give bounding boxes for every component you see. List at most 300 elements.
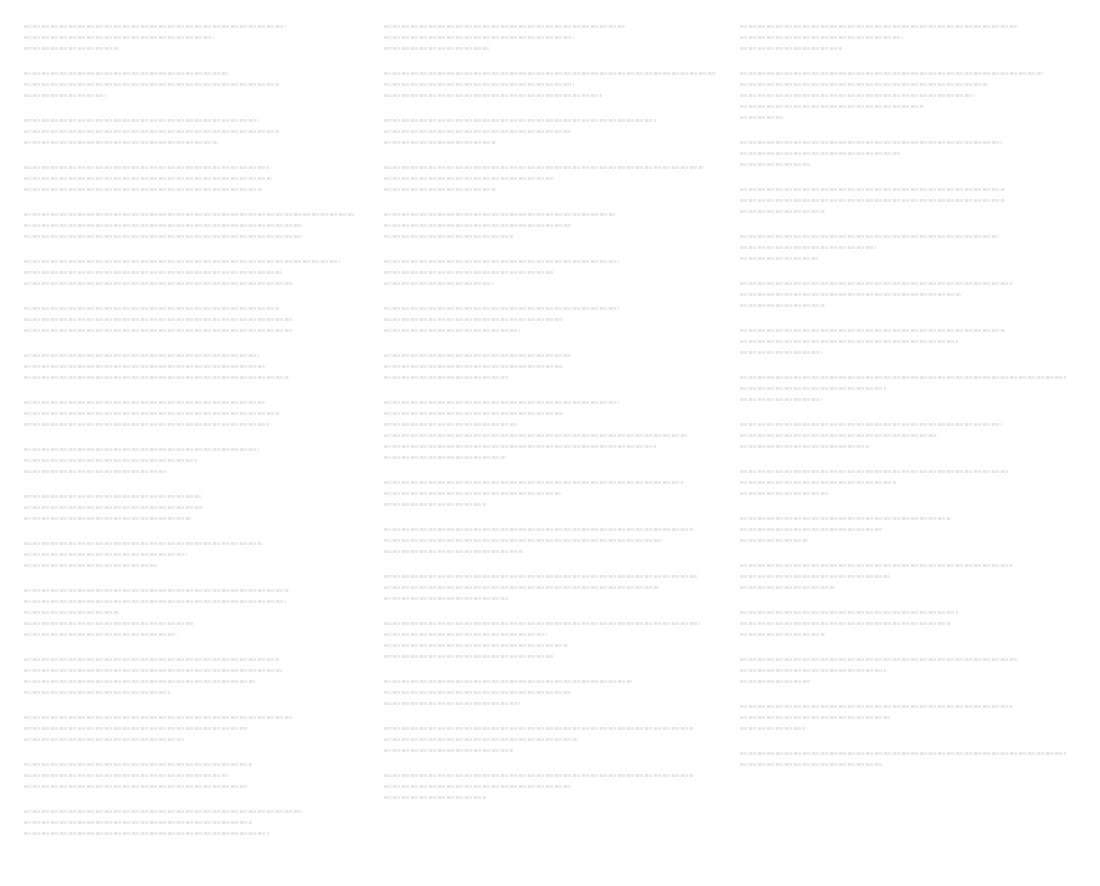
entry-spacer [740,542,1080,556]
text-line [384,730,724,741]
entry-spacer [384,658,724,672]
entry-spacer [24,835,364,849]
text-line [740,697,1080,708]
text-line [384,180,724,191]
illegible-text [384,188,496,191]
text-line [384,158,724,169]
text-line [740,180,1080,191]
reference-entry [384,719,724,752]
text-line [740,86,1080,97]
text-line [24,75,364,86]
entry-spacer [740,119,1080,133]
text-line [24,158,364,169]
reference-column-middle [384,17,724,813]
text-line [384,636,724,647]
text-line [740,144,1080,155]
illegible-text [740,727,805,730]
text-line [740,650,1080,661]
entry-spacer [384,191,724,205]
text-line [24,39,364,50]
text-line [24,274,364,285]
entry-spacer [384,379,724,393]
reference-entry [740,744,1080,766]
text-line [384,426,724,437]
text-line [740,603,1080,614]
text-line [24,216,364,227]
text-line [24,462,364,473]
text-line [384,28,724,39]
text-line [740,484,1080,495]
text-line [24,802,364,813]
entry-spacer [384,799,724,813]
reference-entry [740,509,1080,542]
text-line [24,614,364,625]
text-line [24,556,364,567]
entry-spacer [24,332,364,346]
entry-spacer [384,459,724,473]
text-line [384,766,724,777]
reference-entry [384,672,724,705]
reference-entry [384,158,724,191]
reference-entry [24,393,364,426]
text-line [24,263,364,274]
text-line [384,788,724,799]
entry-spacer [24,788,364,802]
text-line [24,133,364,144]
entry-spacer [24,144,364,158]
text-line [24,404,364,415]
entry-spacer [24,520,364,534]
text-line [740,509,1080,520]
reference-entry [384,205,724,238]
text-line [740,108,1080,119]
reference-entry [24,440,364,473]
illegible-text [740,492,828,495]
reference-entry [740,415,1080,448]
text-line [384,647,724,658]
text-line [24,813,364,824]
entry-spacer [24,636,364,650]
entry-spacer [740,50,1080,64]
text-line [384,589,724,600]
entry-spacer [740,307,1080,321]
reference-entry [384,614,724,658]
text-line [384,614,724,625]
text-line [24,440,364,451]
entry-spacer [384,553,724,567]
reference-entry [740,368,1080,401]
entry-spacer [740,166,1080,180]
illegible-text [24,47,119,50]
text-line [740,238,1080,249]
text-line [740,227,1080,238]
entry-spacer [24,50,364,64]
reference-entry [24,581,364,636]
reference-entry [384,346,724,379]
text-line [740,379,1080,390]
entry-spacer [384,238,724,252]
reference-entry [384,17,724,50]
illegible-text [740,257,818,260]
text-line [740,296,1080,307]
entry-spacer [24,97,364,111]
text-line [24,625,364,636]
reference-entry [384,111,724,144]
text-line [384,448,724,459]
illegible-text [740,116,784,119]
illegible-text [24,785,248,788]
text-line [740,719,1080,730]
illegible-text [384,702,520,705]
text-line [384,683,724,694]
text-line [740,28,1080,39]
text-line [24,205,364,216]
reference-entry [384,299,724,332]
text-line [740,202,1080,213]
illegible-text [740,304,825,307]
text-line [24,252,364,263]
reference-entry [384,393,724,459]
reference-entry [24,252,364,285]
text-line [740,462,1080,473]
text-line [24,603,364,614]
reference-entry [740,227,1080,260]
illegible-text [740,445,869,448]
illegible-text [24,282,293,285]
reference-entry [740,556,1080,589]
illegible-text [384,235,513,238]
entry-spacer [384,50,724,64]
reference-entry [740,462,1080,495]
illegible-text [740,680,811,683]
text-line [740,249,1080,260]
illegible-text [384,376,510,379]
text-line [740,625,1080,636]
reference-entry [384,64,724,97]
text-line [740,567,1080,578]
text-line [740,17,1080,28]
entry-spacer [24,567,364,581]
illegible-text [24,564,157,567]
text-line [740,531,1080,542]
reference-entry [24,650,364,694]
entry-spacer [24,741,364,755]
text-line [24,719,364,730]
text-line [384,216,724,227]
text-line [384,133,724,144]
text-line [740,343,1080,354]
text-line [384,227,724,238]
reference-entry [24,205,364,238]
text-line [24,592,364,603]
reference-entry [24,755,364,788]
illegible-text [384,94,602,97]
text-line [24,824,364,835]
entry-spacer [740,213,1080,227]
text-line [24,111,364,122]
reference-entry [384,473,724,506]
entry-spacer [740,401,1080,415]
text-line [24,661,364,672]
text-line [384,531,724,542]
text-line [384,205,724,216]
text-line [384,321,724,332]
text-line [384,346,724,357]
text-line [384,310,724,321]
illegible-text [384,550,523,553]
text-line [24,534,364,545]
illegible-text [384,47,489,50]
text-line [24,755,364,766]
entry-spacer [740,495,1080,509]
text-line [24,28,364,39]
reference-entry [384,520,724,553]
text-line [384,719,724,730]
illegible-text [24,633,177,636]
reference-entry [740,133,1080,166]
text-line [740,75,1080,86]
entry-spacer [384,506,724,520]
illegible-text [384,503,486,506]
illegible-text [24,691,170,694]
text-line [384,111,724,122]
text-line [740,755,1080,766]
text-line [384,672,724,683]
illegible-text [384,597,510,600]
illegible-text [384,749,513,752]
text-line [24,730,364,741]
text-line [24,672,364,683]
text-line [384,741,724,752]
reference-entry [24,17,364,50]
text-line [740,614,1080,625]
text-line [24,415,364,426]
illegible-text [24,376,289,379]
text-line [24,683,364,694]
entry-spacer [24,191,364,205]
text-line [24,346,364,357]
text-line [24,64,364,75]
reference-entry [740,180,1080,213]
entry-spacer [24,238,364,252]
text-line [384,437,724,448]
reference-entry [24,802,364,835]
entry-spacer [384,600,724,614]
text-line [384,542,724,553]
text-line [740,672,1080,683]
text-line [740,415,1080,426]
text-line [740,578,1080,589]
reference-entry [384,252,724,285]
reference-entry [24,708,364,741]
text-line [740,97,1080,108]
text-line [24,509,364,520]
entry-spacer [740,589,1080,603]
text-line [384,263,724,274]
text-line [24,487,364,498]
illegible-text [384,655,554,658]
entry-spacer [740,683,1080,697]
text-line [24,122,364,133]
reference-entry [740,274,1080,307]
text-line [740,155,1080,166]
text-line [740,332,1080,343]
text-line [384,484,724,495]
text-line [384,357,724,368]
reference-entry [24,158,364,191]
text-line [384,520,724,531]
text-line [740,473,1080,484]
text-line [24,545,364,556]
illegible-text [384,796,486,799]
reference-entry [740,64,1080,119]
reference-entry [24,346,364,379]
text-line [740,661,1080,672]
text-line [384,777,724,788]
illegible-text [740,763,883,766]
text-line [24,581,364,592]
illegible-text [384,456,506,459]
text-line [740,556,1080,567]
reference-entry [24,299,364,332]
text-line [384,274,724,285]
illegible-text [384,282,493,285]
reference-column-right [740,17,1080,780]
entry-spacer [384,144,724,158]
illegible-text [24,470,167,473]
text-line [384,694,724,705]
reference-column-left [24,17,364,849]
illegible-text [24,517,191,520]
entry-spacer [740,448,1080,462]
illegible-text [740,633,825,636]
illegible-text [24,832,269,835]
reference-entry [24,487,364,520]
reference-entry [740,321,1080,354]
entry-spacer [24,426,364,440]
text-line [24,393,364,404]
illegible-text [24,94,106,97]
reference-entry [740,697,1080,730]
text-line [384,567,724,578]
entry-spacer [24,285,364,299]
illegible-text [24,329,293,332]
illegible-text [24,423,269,426]
entry-spacer [740,354,1080,368]
text-line [384,169,724,180]
text-line [24,321,364,332]
text-line [384,39,724,50]
text-line [740,274,1080,285]
text-line [384,625,724,636]
illegible-text [24,188,262,191]
reference-entry [740,17,1080,50]
text-line [384,415,724,426]
entry-spacer [740,730,1080,744]
illegible-text [740,398,822,401]
text-line [740,368,1080,379]
text-line [24,777,364,788]
text-line [740,390,1080,401]
text-line [740,426,1080,437]
illegible-text [24,235,303,238]
reference-entry [24,64,364,97]
text-line [740,191,1080,202]
illegible-text [740,163,811,166]
entry-spacer [384,332,724,346]
text-line [384,473,724,484]
text-line [740,520,1080,531]
text-line [740,708,1080,719]
illegible-text [384,141,496,144]
reference-entry [384,766,724,799]
reference-entry [740,650,1080,683]
reference-entry [384,567,724,600]
text-line [384,404,724,415]
text-line [24,299,364,310]
text-line [384,86,724,97]
illegible-text [740,351,822,354]
text-line [24,498,364,509]
entry-spacer [384,752,724,766]
text-line [740,64,1080,75]
text-line [24,368,364,379]
text-line [740,285,1080,296]
text-line [24,650,364,661]
entry-spacer [384,285,724,299]
text-line [740,321,1080,332]
entry-spacer [384,705,724,719]
entry-spacer [384,97,724,111]
illegible-text [740,539,808,542]
illegible-text [24,738,184,741]
text-line [384,299,724,310]
entry-spacer [24,473,364,487]
entry-spacer [740,260,1080,274]
text-line [24,766,364,777]
reference-entry [24,111,364,144]
illegible-text [740,47,842,50]
text-line [384,64,724,75]
text-line [24,310,364,321]
illegible-text [740,586,835,589]
reference-entry [740,603,1080,636]
text-line [24,227,364,238]
text-line [24,451,364,462]
entry-spacer [24,694,364,708]
text-line [740,744,1080,755]
text-line [24,169,364,180]
text-line [24,180,364,191]
text-line [740,437,1080,448]
text-line [384,75,724,86]
entry-spacer [740,636,1080,650]
text-line [24,708,364,719]
illegible-text [384,329,520,332]
text-line [384,368,724,379]
text-line [384,578,724,589]
text-line [384,393,724,404]
text-line [740,133,1080,144]
illegible-text [24,141,218,144]
text-line [384,252,724,263]
entry-spacer [24,379,364,393]
text-line [384,495,724,506]
text-line [24,86,364,97]
text-line [384,122,724,133]
text-line [740,39,1080,50]
text-line [24,357,364,368]
